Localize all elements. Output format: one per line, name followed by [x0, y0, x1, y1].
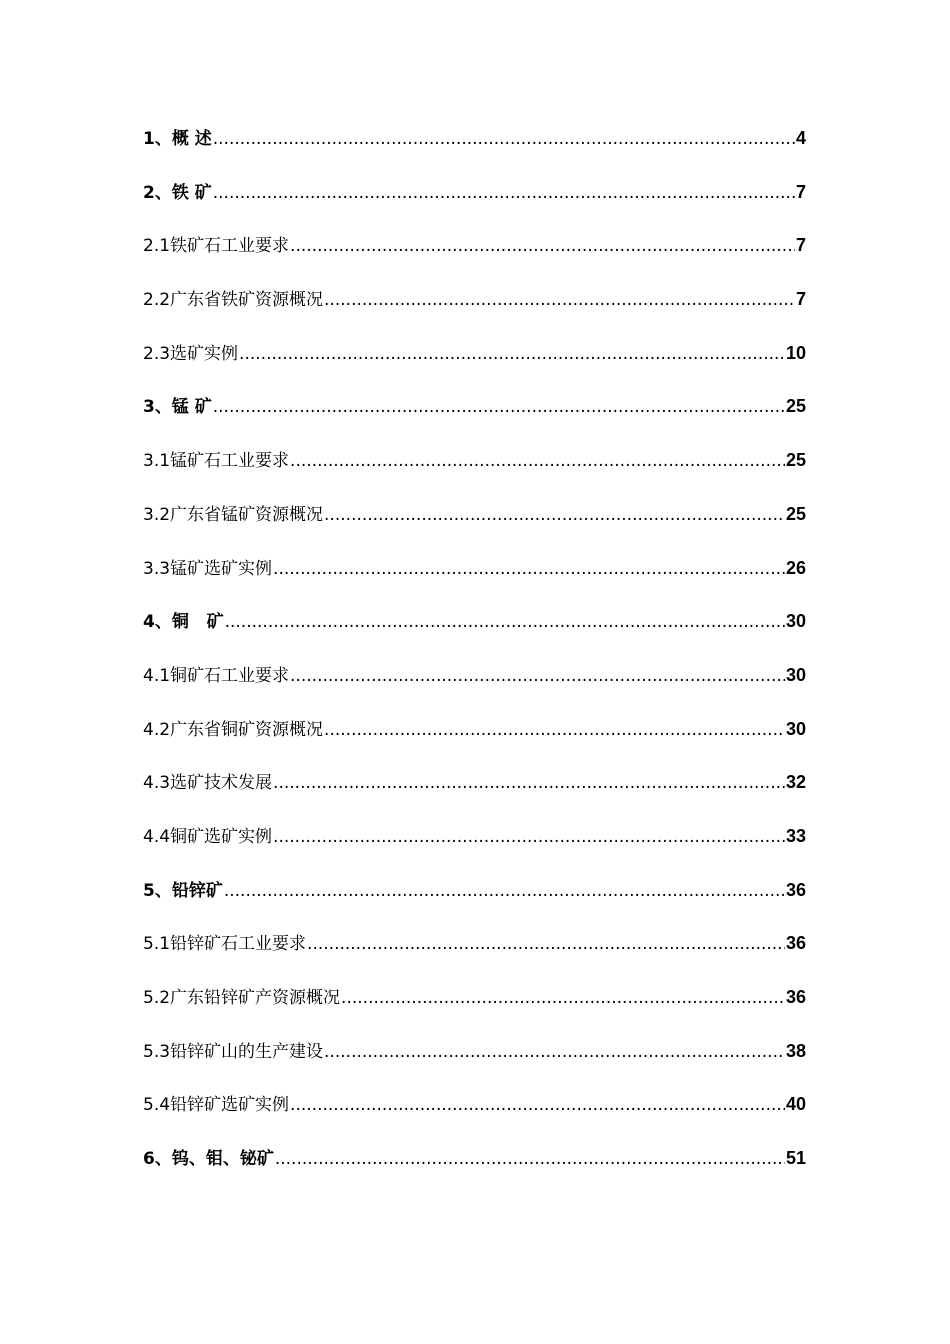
toc-entry-5-4[interactable] [143, 1090, 806, 1144]
toc-entry-title: 3.2广东省锰矿资源概况 [143, 504, 324, 525]
toc-entry-title: 5.3铅锌矿山的生产建设 [143, 1041, 324, 1062]
toc-entry-page: 36 [785, 987, 806, 1007]
toc-entry-page: 26 [785, 557, 806, 578]
toc-dot-leader [324, 501, 785, 529]
toc-dot-leader [273, 555, 785, 583]
toc-entry-5-3[interactable] [143, 1037, 806, 1091]
toc-entry-3-2[interactable] [143, 500, 806, 554]
toc-entry-page: 7 [795, 235, 806, 256]
toc-entry-3[interactable] [143, 392, 806, 446]
toc-entry-5-1[interactable] [143, 929, 806, 983]
toc-dot-leader [341, 984, 785, 1012]
toc-entry-5-2[interactable] [143, 983, 806, 1037]
toc-entry-title: 3、锰 矿 [143, 397, 212, 418]
toc-entry-title: 5.2广东铅锌矿产资源概况 [143, 988, 341, 1008]
toc-entry-4-3[interactable] [143, 768, 806, 822]
toc-entry-page: 30 [785, 718, 806, 739]
toc-entry-page: 40 [785, 1094, 806, 1115]
toc-entry-4-4[interactable] [143, 822, 806, 876]
table-of-contents [143, 124, 806, 1198]
toc-dot-leader [324, 716, 785, 744]
toc-dot-leader [224, 877, 785, 905]
toc-dot-leader [275, 1145, 785, 1173]
toc-dot-leader [290, 232, 795, 260]
toc-dot-leader [239, 340, 785, 368]
toc-entry-page: 51 [785, 1148, 806, 1169]
toc-entry-title: 2.3选矿实例 [143, 343, 239, 364]
toc-entry-3-3[interactable] [143, 554, 806, 608]
toc-entry-page: 38 [785, 1040, 806, 1061]
toc-entry-2-2[interactable] [143, 285, 806, 339]
toc-entry-page: 10 [785, 342, 806, 363]
toc-entry-page: 25 [785, 396, 806, 417]
toc-entry-title: 5.1铅锌矿石工业要求 [143, 934, 307, 955]
toc-dot-leader [273, 823, 785, 851]
toc-entry-page: 36 [785, 879, 806, 900]
toc-entry-title: 5、铅锌矿 [143, 880, 223, 901]
toc-entry-page: 7 [795, 181, 806, 202]
toc-entry-page: 32 [785, 772, 806, 793]
toc-dot-leader [324, 1038, 785, 1066]
toc-entry-5[interactable] [143, 876, 806, 930]
toc-entry-4[interactable] [143, 607, 806, 661]
toc-entry-title: 3.1锰矿石工业要求 [143, 451, 290, 472]
toc-entry-2-1[interactable] [143, 231, 806, 285]
toc-entry-3-1[interactable] [143, 446, 806, 500]
toc-dot-leader [273, 769, 785, 797]
toc-entry-page: 7 [795, 289, 806, 310]
toc-dot-leader [307, 930, 785, 958]
toc-entry-title: 5.4铅锌矿选矿实例 [143, 1095, 290, 1116]
toc-entry-title: 6、钨、钼、铋矿 [143, 1149, 274, 1170]
toc-entry-page: 33 [785, 825, 806, 846]
toc-dot-leader [225, 608, 785, 636]
toc-entry-page: 25 [785, 450, 806, 471]
toc-entry-6[interactable] [143, 1144, 806, 1198]
toc-entry-title: 4、铜 矿 [143, 612, 224, 633]
toc-entry-title: 4.3选矿技术发展 [143, 773, 273, 794]
toc-dot-leader [290, 662, 785, 690]
toc-entry-1[interactable] [143, 124, 806, 178]
toc-entry-page: 30 [785, 664, 806, 685]
toc-entry-title: 4.1铜矿石工业要求 [143, 665, 290, 686]
toc-dot-leader [290, 447, 785, 475]
toc-entry-page: 36 [785, 933, 806, 954]
toc-entry-title: 2.1铁矿石工业要求 [143, 236, 290, 257]
toc-entry-title: 3.3锰矿选矿实例 [143, 558, 273, 579]
toc-entry-4-2[interactable] [143, 715, 806, 769]
toc-entry-2[interactable] [143, 178, 806, 232]
toc-entry-title: 4.2广东省铜矿资源概况 [143, 719, 324, 740]
toc-dot-leader [290, 1091, 785, 1119]
toc-entry-page: 4 [795, 128, 806, 148]
toc-entry-title: 2、铁 矿 [143, 182, 212, 203]
toc-entry-page: 25 [785, 503, 806, 524]
toc-entry-4-1[interactable] [143, 661, 806, 715]
toc-entry-page: 30 [785, 611, 806, 632]
toc-entry-title: 4.4铜矿选矿实例 [143, 826, 273, 847]
toc-entry-title: 2.2广东省铁矿资源概况 [143, 290, 324, 311]
toc-entry-title: 1、概 述 [143, 129, 212, 149]
toc-dot-leader [213, 393, 785, 421]
toc-dot-leader [213, 125, 795, 153]
toc-dot-leader [324, 286, 795, 314]
toc-dot-leader [213, 179, 795, 207]
toc-entry-2-3[interactable] [143, 339, 806, 393]
